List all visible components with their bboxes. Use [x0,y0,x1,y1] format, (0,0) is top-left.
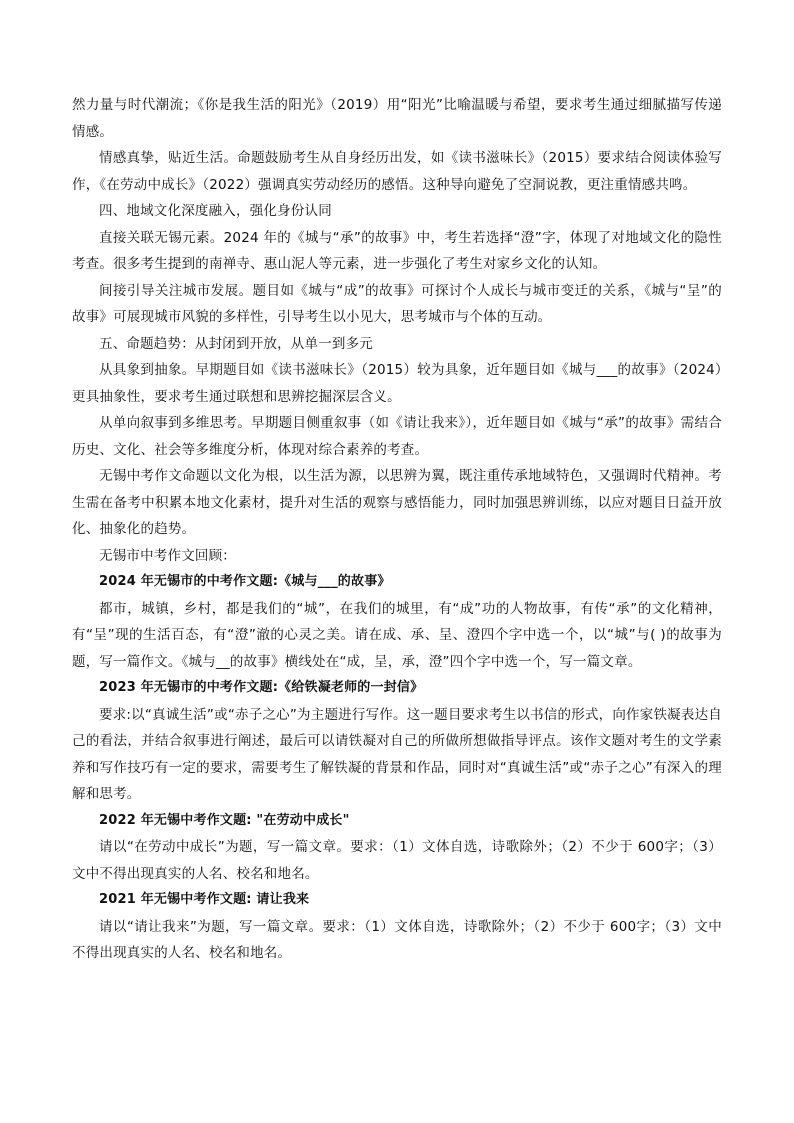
paragraph: 间接引导关注城市发展。题目如《城与“成”的故事》可探讨个人成长与城市变迁的关系，《城与“呈”的故事》可展现城市风貌的多样性，引导考生以小见大，思考城市与个体的互动。 [72,282,722,325]
paragraph: 从单向叙事到多维思考。早期题目侧重叙事（如《请让我来》），近年题目如《城与“承”的故事》需结合历史、文化、社会等多维度分析，体现对综合素养的考查。 [72,415,722,458]
exam-title-2022: 2022 年无锡中考作文题: "在劳动中成长" [99,812,350,828]
paragraph: 请以“在劳动中成长”为题，写一篇文章。要求：（1）文体自选，诗歌除外；（2）不少于 600字；（3）文中不得出现真实的人名、校名和地名。 [72,839,722,882]
paragraph: 要求:以“真诚生活”或“赤子之心”为主题进行写作。这一题目要求考生以书信的形式，向作家铁凝表达自己的看法，并结合叙事进行阐述，最后可以请铁凝对自己的所做所想做指导评点。该作文题对考生的文学素养和写作技巧有一定的要求，需要考生了解铁凝的背景和作品，同时对“真诚生活”或“赤子之心”有深入的理解和思考。 [72,706,722,802]
section-heading: 无锡市中考作文回顾： [99,547,236,564]
exam-title-2024: 2024 年无锡市的中考作文题:《城与___的故事》 [99,574,391,589]
paragraph: 情感真挚，贴近生活。命题鼓励考生从自身经历出发，如《读书滋味长》（2015）要求结合阅读体验写作，《在劳动中成长》（2022）强调真实劳动经历的感悟。这种导向避免了空洞说教，更注重情感共鸣。 [72,150,722,193]
paragraph: 直接关联无锡元素。2024 年的《城与“承”的故事》中，考生若选择“澄”字，体现了对地域文化的隐性考查。很多考生提到的南禅寺、惠山泥人等元素，进一步强化了考生对家乡文化的认知。 [72,229,722,272]
exam-title-2021: 2021 年无锡中考作文题: 请让我来 [99,892,310,907]
exam-title-2023: 2023 年无锡市的中考作文题:《给铁凝老师的一封信》 [99,680,424,695]
paragraph: 无锡中考作文命题以文化为根，以生活为源，以思辨为翼，既注重传承地域特色，又强调时代精神。考生需在备考中积累本地文化素材，提升对生活的观察与感悟能力，同时加强思辨训练，以应对题目日益开放化、抽象化的趋势。 [72,468,722,537]
document-body [72,92,722,967]
section-heading: 四、地域文化深度融入，强化身份认同 [99,203,332,219]
paragraph: 请以“请让我来”为题，写一篇文章。要求：（1）文体自选，诗歌除外；（2）不少于 600字；（3）文中不得出现真实的人名、校名和地名。 [72,918,722,961]
paragraph: 然力量与时代潮流；《你是我生活的阳光》（2019）用“阳光”比喻温暖与希望，要求考生通过细腻描写传递情感。 [72,97,722,140]
paragraph: 从具象到抽象。早期题目如《读书滋味长》（2015）较为具象，近年题目如《城与___的故事》（2024）更具抽象性，要求考生通过联想和思辨挖掘深层含义。 [72,362,722,405]
section-heading: 五、命题趋势：从封闭到开放，从单一到多元 [99,335,373,352]
paragraph: 都市，城镇，乡村，都是我们的“城”，在我们的城里，有“成”功的人物故事，有传“承”的文化精神，有“呈”现的生活百态，有“澄”澈的心灵之美。请在成、承、呈、澄四个字中选一个，以“城”与( )的故事为题，写一篇作文。《城与__的故事》横线处在“成，呈，承，澄”四个字中选一个，写一篇文章。 [72,600,722,670]
